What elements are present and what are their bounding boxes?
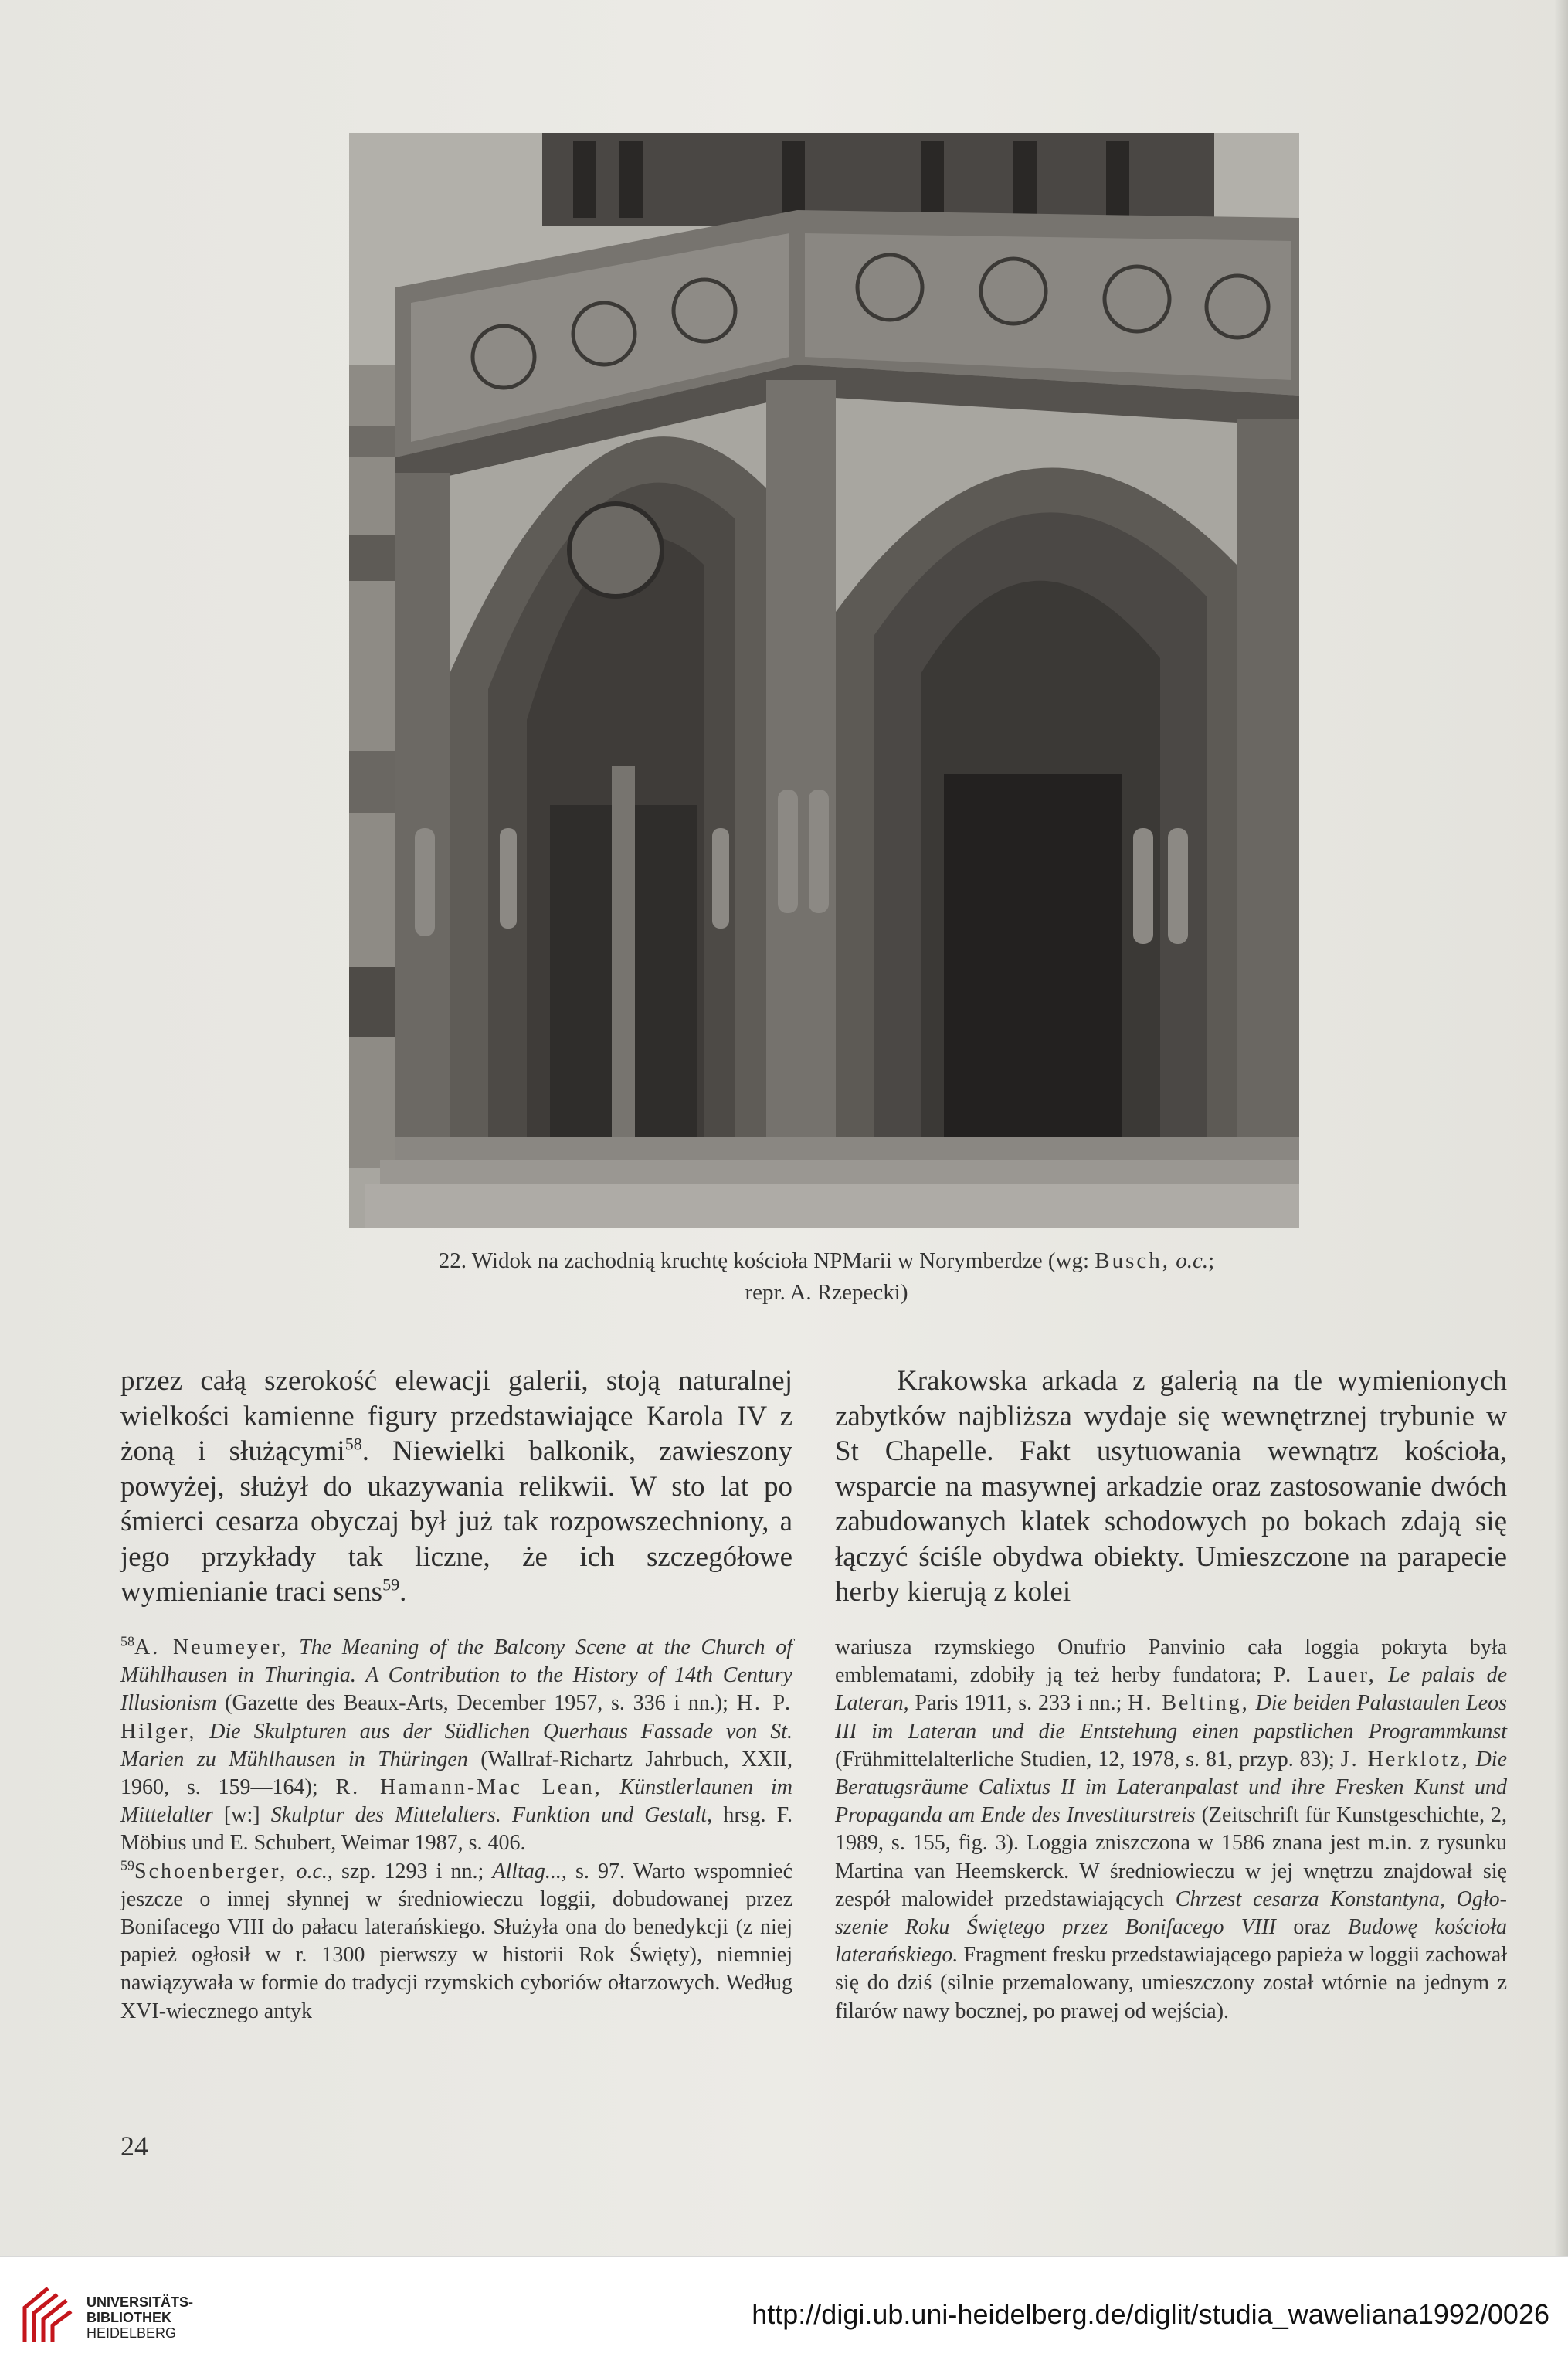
footnote-author: H. Belting, [1128, 1691, 1250, 1716]
footnote-title: Die Skulpturen aus der Südlichen Querhaus Fassade von St. Marien zu Mühlhausen in Thüringen [120, 1719, 793, 1771]
footnote-59 [120, 1858, 792, 2026]
footnote-ref-58: 58 [344, 1434, 362, 1454]
footnote-title: Budowę kościoła laterańskiego. [835, 1915, 1507, 1968]
figure-photo-church-porch [349, 133, 1299, 1228]
library-name-line: HEIDELBERG [87, 2325, 177, 2341]
body-column-left [120, 1364, 792, 1610]
footnote-number: 58 [120, 1633, 134, 1649]
footnote-title: Chrzest cesarza Konstantyna, Ogłoszenie Roku Świętego przez Bonifacego VIII [835, 1887, 1507, 1940]
body-paragraph-left [120, 1364, 792, 1610]
footnote-text: (Gazette des Beaux-Arts, December 1957, s. 336 i nn.); [216, 1691, 737, 1716]
footnotes-left [120, 1634, 792, 2026]
footnotes-right [835, 1634, 1507, 2026]
footnote-ref-59: 59 [382, 1574, 400, 1595]
footnote-title: Le palais de Lateran, [835, 1663, 1508, 1716]
university-library-logo-icon [17, 2281, 79, 2350]
footnote-title: o.c., [296, 1859, 333, 1883]
digital-library-url-link[interactable]: http://digi.ub.uni-heidelberg.de/diglit/studia_waweliana1992/0026 [752, 2298, 1549, 2330]
caption-line-2: repr. A. Rzepecki) [745, 1280, 908, 1305]
footnote-text: s. 97. Warto wspomnieć jeszcze o innej słynnej w średniowieczu loggii, dobudowanej przez Bonifacego VIII do pałacu laterańskiego. Służyła ona do benedykcji (z niej papież ogłosił w r. 1300 pierwszy w historii Rok Święty), niemniej nawiązywała w formie do tradycji rzymskich cyboriów ołtarzowych. Według XVI-wiecznego antyk [120, 1859, 793, 2023]
body-text: . [399, 1576, 407, 1608]
footnote-number: 59 [120, 1857, 134, 1873]
library-name-line: BIBLIOTHEK [87, 2310, 171, 2325]
page-edge-shadow [1554, 0, 1568, 2256]
footnote-title: The Meaning of the Balcony Scene at the Church of Mühlhausen in Thuringia. A Contribution to the History of 14th Century Illusionism [120, 1635, 792, 1716]
footnote-title: Künstlerlaunen im Mittelalter [120, 1775, 792, 1828]
footnote-author: Schoenberger, [134, 1859, 288, 1883]
footnote-author: P. Lauer, [1273, 1663, 1376, 1688]
page-number: 24 [120, 2131, 148, 2162]
footnote-text: Fragment fresku przedstawiającego papieża w loggii zachował się do dziś (silnie przemalowany, umieszczony został wtórnie na jednym z filarów nawy bocznej, po prawej od wejścia). [835, 1943, 1507, 2023]
footnote-author: H. P. Hilger, [120, 1691, 792, 1744]
figure-caption [340, 1245, 1313, 1309]
footnote-text: oraz [1275, 1915, 1349, 1940]
footnote-text: wariusza rzymskiego Onufrio Panvinio cała loggia pokryta była emblematami, zdobiły ją też herby fundatora; [835, 1635, 1507, 1688]
footnote-text: (Wallraf-Richartz Jahrbuch, XXII, 1960, s. 159—164); [120, 1747, 792, 1800]
footnote-59-continued [835, 1634, 1507, 2026]
caption-text: 22. Widok na zachodnią kruchtę kościoła NPMarii w Norymberdze (wg: [438, 1248, 1095, 1273]
footnote-title: Skulptur des Mittelalters. Funktion und Gestalt, [270, 1803, 713, 1828]
caption-author: Busch, [1095, 1248, 1171, 1273]
body-column-right [835, 1364, 1507, 1610]
footnote-text: szp. 1293 i nn.; [332, 1859, 493, 1883]
footnote-author: J. Herklotz, [1340, 1747, 1470, 1771]
body-text: przez całą szerokość elewacji galerii, stoją naturalnej wielkości kamienne figury przedstawiające Karola IV z żoną i służącymi [120, 1365, 792, 1467]
footnote-text: hrsg. F. Möbius und E. Schubert, Weimar 1987, s. 406. [120, 1803, 793, 1856]
body-paragraph-right: Krakowska arkada z galerią na tle wymienionych zabytków najbliższa wydaje się wewnętrznej trybunie w St Chapelle. Fakt usytuowania wewnątrz kościoła, wsparcie na masywnej arkadzie oraz zastosowanie dwóch zabudowanych klatek schodowych po bokach zdają się łączyć ściśle obydwa obiekty. Umieszczone na parapecie herby kierują z kolei [835, 1365, 1507, 1608]
library-name [87, 2294, 193, 2341]
body-text: . Niewielki balkonik, zawieszony powyżej, służył do ukazywania relikwii. W sto lat po śmierci cesarza obyczaj był już tak rozpowszechniony, a jego przykłady tak liczne, że ich szczegółowe wymienianie traci sens [120, 1435, 792, 1608]
footnote-title: Alltag..., [492, 1859, 567, 1883]
footnote-title: Die beiden Palastaulen Leos III im Lateran und die Entstehung einen papstlichen Programmkunst [835, 1691, 1508, 1744]
library-footer [0, 2256, 1568, 2374]
footnote-text: (Zeitschrift für Kunstgeschichte, 2, 1989, s. 155, fig. 3). Loggia zniszczona w 1586 znana jest m.in. z rysunku Martina van Heemskerck. W średniowieczu w jej wnętrzu znajdował się zespół malowideł przedstawiających [835, 1803, 1508, 1911]
footnote-text: (Frühmittelalterliche Studien, 12, 1978, s. 81, przyp. 83); [835, 1747, 1341, 1771]
footnote-58 [120, 1634, 792, 1858]
footnote-author: A. Neumeyer, [134, 1635, 289, 1659]
footnote-text: Paris 1911, s. 233 i nn.; [908, 1691, 1128, 1716]
caption-oc: o.c. [1176, 1248, 1209, 1273]
footnote-title: Die Beratugsräume Calixtus II im Lateranpalast und ihre Fresken Kunst und Propaganda am Ende des Investiturstreis [835, 1747, 1507, 1828]
church-porch-illustration [349, 133, 1299, 1228]
caption-line-1 [340, 1245, 1313, 1277]
footnote-text: [w:] [212, 1803, 271, 1828]
library-name-line: UNIVERSITÄTS- [87, 2294, 194, 2310]
caption-punct: ; [1208, 1248, 1215, 1273]
footnote-author: R. Hamann-Mac Lean, [335, 1775, 602, 1800]
